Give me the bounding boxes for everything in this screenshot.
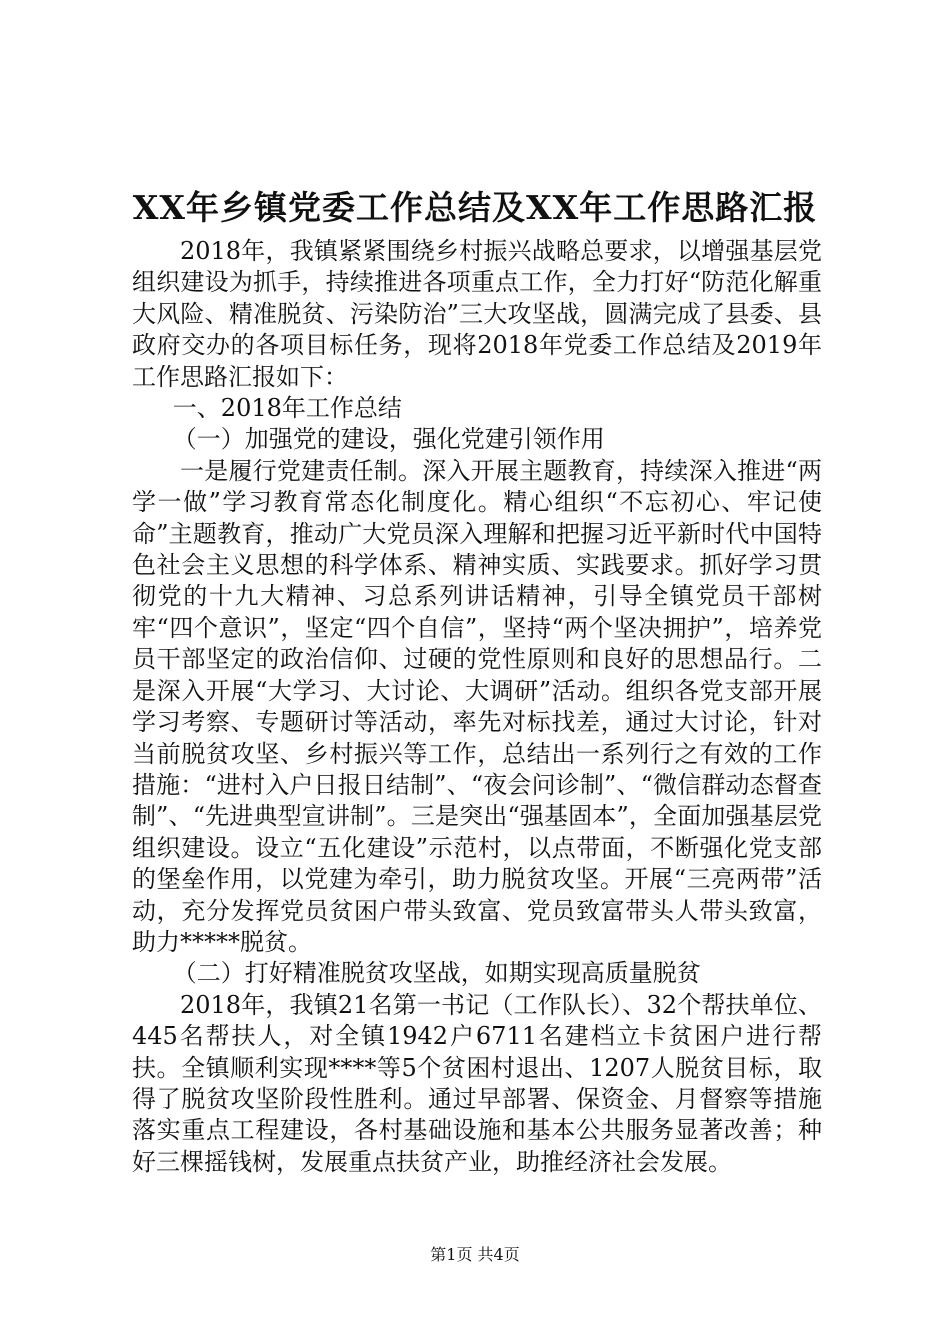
section-heading-1: 一、2018年工作总结	[172, 394, 402, 423]
document-body	[132, 236, 822, 1178]
page-number-footer: 第1页 共4页	[430, 1245, 520, 1264]
poverty-alleviation-paragraph: 2018年，我镇21名第一书记（工作队长）、32个帮扶单位、445名帮扶人，对全镇1942户6711名建档立卡贫困户进行帮扶。全镇顺利实现****等5个贫困村退出、1207人脱贫目标，取得了脱贫攻坚阶段性胜利。通过早部署、保资金、月督察等措施落实重点工程建设，各村基础设施和基本公共服务显著改善；种好三棵摇钱树，发展重点扶贫产业，助推经济社会发展。	[132, 990, 822, 1176]
document-title: XX年乡镇党委工作总结及XX年工作思路汇报	[132, 188, 818, 227]
intro-paragraph: 2018年，我镇紧紧围绕乡村振兴战略总要求，以增强基层党组织建设为抓手，持续推进各项重点工作，全力打好“防范化解重大风险、精准脱贫、污染防治”三大攻坚战，圆满完成了县委、县政府交办的各项目标任务，现将2018年党委工作总结及2019年工作思路汇报如下：	[132, 237, 822, 391]
subsection-heading-1: （一）加强党的建设，强化党建引领作用	[172, 425, 605, 454]
party-building-paragraph: 一是履行党建责任制。深入开展主题教育，持续深入推进“两学一做”学习教育常态化制度化。精心组织“不忘初心、牢记使命”主题教育，推动广大党员深入理解和把握习近平新时代中国特色社会主义思想的科学体系、精神实质、实践要求。抓好学习贯彻党的十九大精神、习总系列讲话精神，引导全镇党员干部树牢“四个意识”，坚定“四个自信”，坚持“两个坚决拥护”，培养党员干部坚定的政治信仰、过硬的党性原则和良好的思想品行。二是深入开展“大学习、大讨论、大调研”活动。组织各党支部开展学习考察、专题研讨等活动，率先对标找差，通过大讨论，针对当前脱贫攻坚、乡村振兴等工作，总结出一系列行之有效的工作措施：“进村入户日报日结制”、“夜会问诊制”、“微信群动态督查制”、“先进典型宣讲制”。三是突出“强基固本”，全面加强基层党组织建设。设立“五化建设”示范村，以点带面，不断强化党支部的堡垒作用，以党建为牵引，助力脱贫攻坚。开展“三亮两带”活动，充分发挥党员贫困户带头致富、党员致富带头人带头致富，助力*****脱贫。	[132, 456, 822, 956]
subsection-heading-2: （二）打好精准脱贫攻坚战，如期实现高质量脱贫	[172, 959, 701, 988]
